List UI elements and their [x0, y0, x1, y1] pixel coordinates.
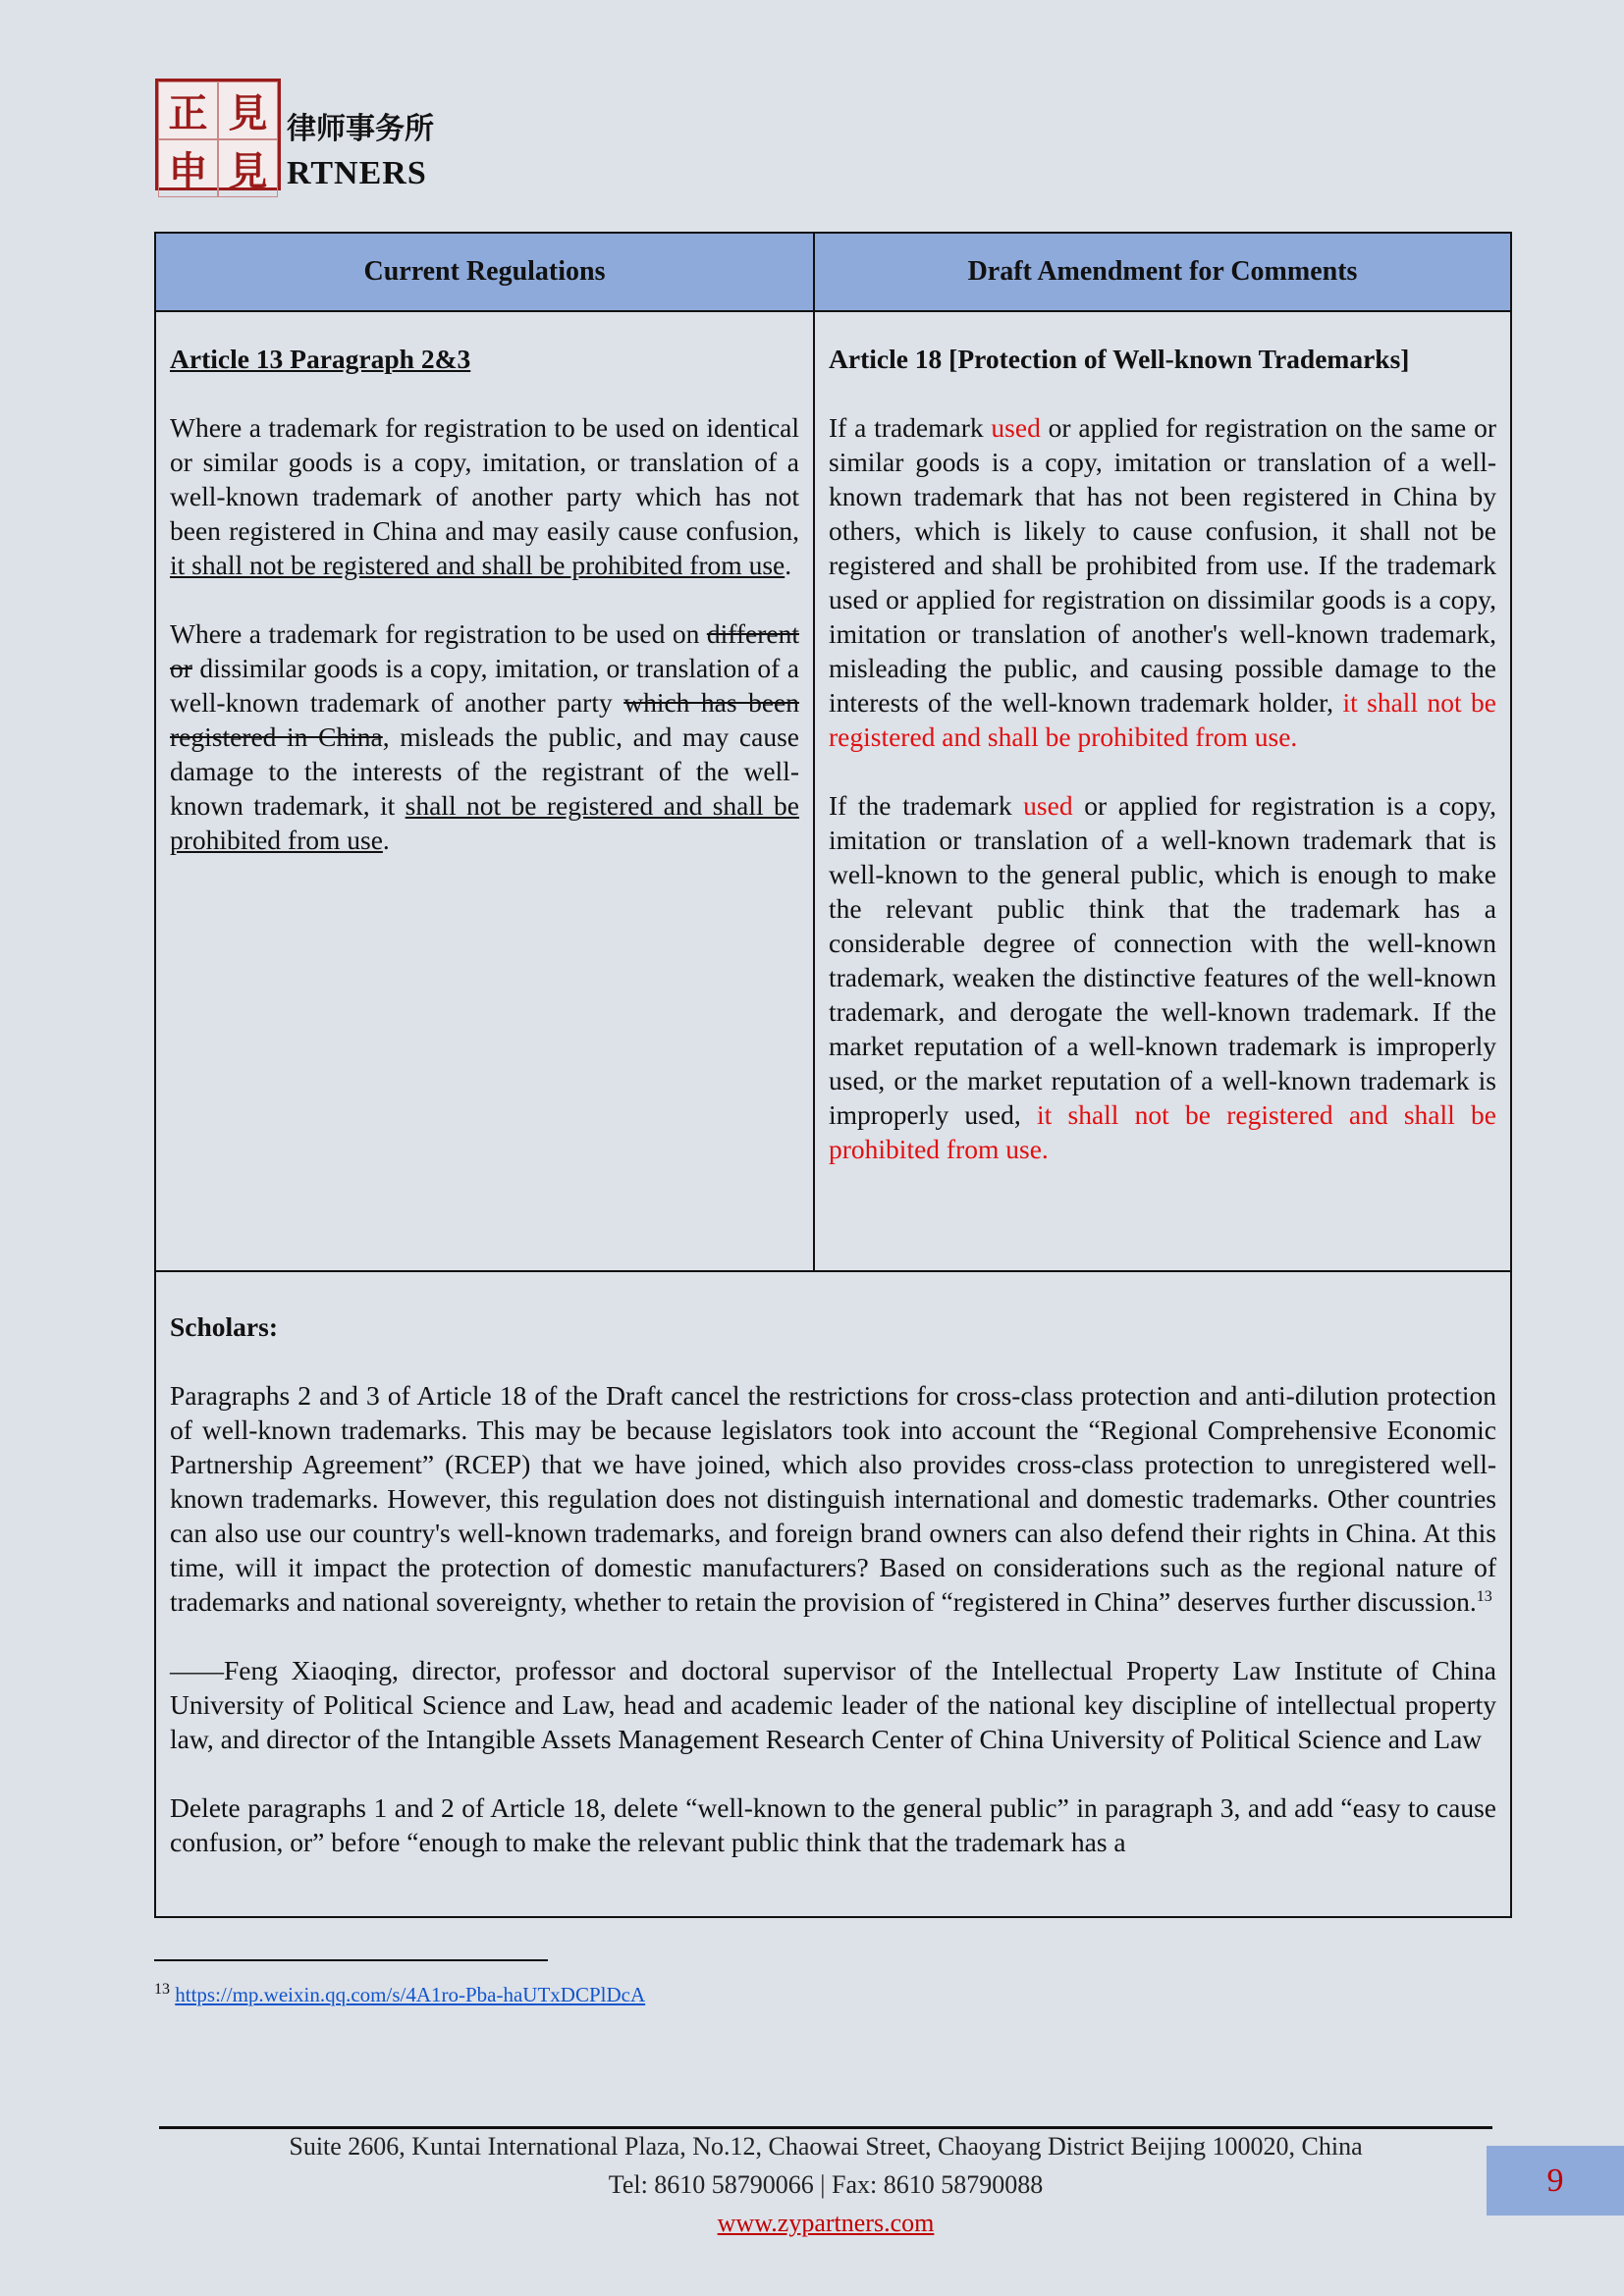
seal-char: 正	[158, 81, 218, 139]
scholar-attribution: ——Feng Xiaoqing, director, professor and doctoral supervisor of the Intellectual Property Law Institute of China University of Political Science and Law, head and academic leader of the national key discipline of intellectual property law, and director of the Intangible Assets Management Research Center of China University of Political Science and Law	[170, 1655, 1496, 1754]
seal-char: 申	[158, 139, 218, 197]
article-13-paragraph-3: Where a trademark for registration to be used on different or dissimilar goods is a copy, imitation, or translation of a well-known trademark of another party which has been registered in China, misleads the public, and may cause damage to the interests of the registrant of the well-known trademark, it shall not be registered and shall be prohibited from use.	[170, 618, 799, 855]
seal-char: 見	[218, 81, 278, 139]
firm-name-chinese: 律师事务所	[287, 112, 434, 146]
draft-amendment-cell	[814, 311, 1511, 1271]
scholar-opinion: Paragraphs 2 and 3 of Article 18 of the Draft cancel the restrictions for cross-class protection and anti-dilution protection of well-known trademarks. This may be because legislators took into account the “Regional Comprehensive Economic Partnership Agreement” (RCEP) that we have joined, which also provides cross-class protection to unregistered well-known trademarks. However, this regulation does not distinguish international and domestic trademarks. Other countries can also use our country's well-known trademarks, and foreign brand owners can also defend their rights in China. At this time, will it impact the protection of domestic manufacturers? Based on considerations such as the regional nature of trademarks and national sovereignty, whether to retain the provision of “registered in China” deserves further discussion.$^{13}$	[170, 1380, 1496, 1617]
article-13-paragraph-2: Where a trademark for registration to be used on identical or similar goods is a copy, imitation, or translation of a well-known trademark of another party which has not been registered in China and may easily cause confusion, it shall not be registered and shall be prohibited from use.	[170, 412, 799, 580]
footnote-divider	[154, 1959, 548, 1961]
table-header-row	[155, 233, 1511, 311]
table-row	[155, 311, 1511, 1271]
header-current-regulations: Current Regulations	[155, 233, 814, 311]
page-number: 9	[1487, 2146, 1624, 2216]
article-18-paragraph-1: If a trademark used or applied for registration on the same or similar goods is a copy, imitation or translation of a well-known trademark that has not been registered in China by others, which is likely to cause confusion, it shall not be registered and shall be prohibited from use. If the trademark used or applied for registration on dissimilar goods is a copy, imitation or translation of another's well-known trademark, misleading the public, and causing possible damage to the interests of the well-known trademark holder, it shall not be registered and shall be prohibited from use.	[829, 412, 1496, 752]
footnote: $^{13}$ https://mp.weixin.qq.com/s/4A1ro-Pba-haUTxDCPlDcA	[154, 1981, 646, 2006]
scholars-heading: Scholars:	[170, 1311, 278, 1342]
article-18-heading: Article 18 [Protection of Well-known Trademarks]	[829, 344, 1410, 374]
footnote-link[interactable]: https://mp.weixin.qq.com/s/4A1ro-Pba-haUTxDCPlDcA	[175, 1983, 646, 2006]
footer-website-line	[159, 2209, 1492, 2238]
footer-divider	[159, 2126, 1492, 2129]
article-18-paragraph-2: If the trademark used or applied for registration is a copy, imitation or translation of a well-known trademark that is well-known to the general public, which is enough to make the relevant public think that the trademark has a considerable degree of connection with the well-known trademark, weaken the distinctive features of the well-known trademark, and derogate the well-known trademark. If the market reputation of a well-known trademark is improperly used, or the market reputation of a well-known trademark is improperly used, it shall not be registered and shall be prohibited from use.	[829, 790, 1496, 1164]
firm-name-english: RTNERS	[287, 155, 427, 191]
firm-logo	[155, 79, 489, 194]
comparison-table	[154, 232, 1512, 1918]
scholars-cell	[155, 1271, 1511, 1917]
footer-address: Suite 2606, Kuntai International Plaza, No.12, Chaowai Street, Chaoyang District Beijing 100020, China	[289, 2132, 1363, 2161]
header-draft-amendment: Draft Amendment for Comments	[814, 233, 1511, 311]
scholars-row	[155, 1271, 1511, 1917]
footer-contact: Tel: 8610 58790066 | Fax: 8610 58790088	[608, 2170, 1044, 2199]
scholar-suggestion: Delete paragraphs 1 and 2 of Article 18, delete “well-known to the general public” in paragraph 3, and add “easy to cause confusion, or” before “enough to make the relevant public think that the trademark has a	[170, 1792, 1496, 1857]
footnote-ref[interactable]: 13	[1476, 1587, 1492, 1605]
scholars-section	[156, 1272, 1510, 1916]
seal-char: 見	[218, 139, 278, 197]
article-13-heading: Article 13 Paragraph 2&3	[170, 344, 471, 374]
footer-website-link[interactable]: www.zypartners.com	[717, 2209, 935, 2237]
seal-logo	[155, 79, 281, 194]
current-regulations-cell	[155, 311, 814, 1271]
